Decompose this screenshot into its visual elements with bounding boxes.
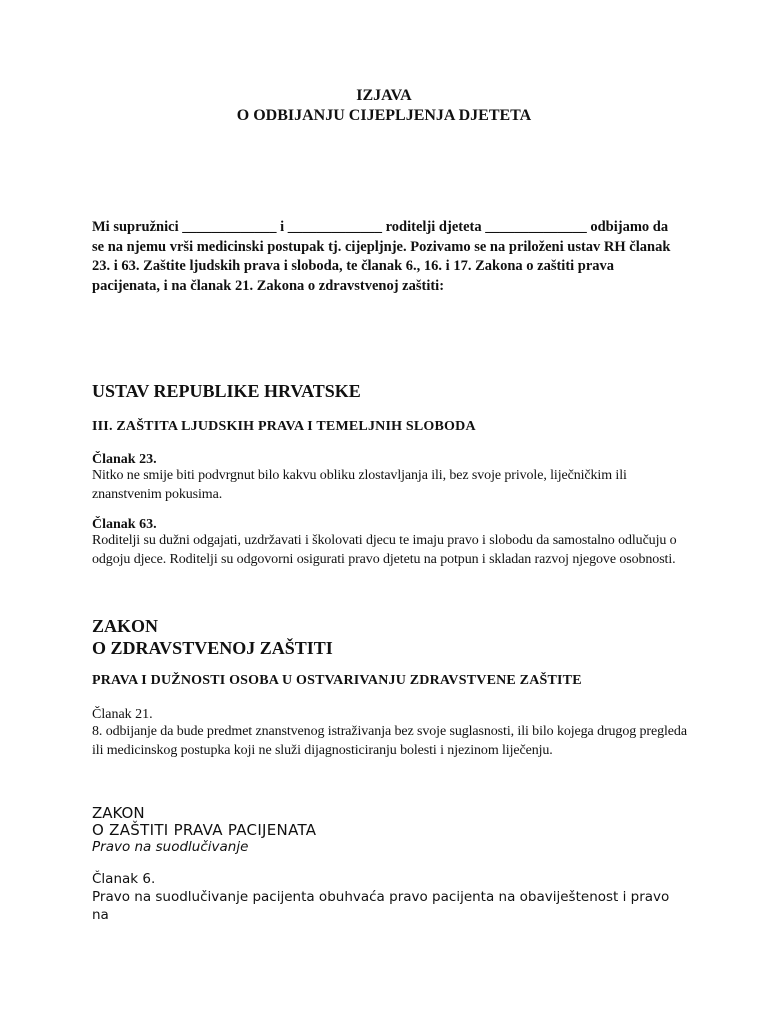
intro-paragraph: Mi supružnici _____________ i _____________ roditelji djeteta ______________ odbijamo da se na njemu vrši medicinski postupak tj. cijepljnje. Pozivamo se na priloženi ustav RH članak 23. i 63. Zaštite ljudskih prava i sloboda, te članak 6., 16. i 17. Zakona o zaštiti prava pacijenata, i na članak 21. Zakona o zdravstvenoj zaštiti:	[92, 219, 671, 294]
article-23-title: Članak 23.	[92, 452, 157, 467]
article-6-text: Pravo na suodlučivanje pacijenta obuhvaća pravo pacijenta na obaviještenost i pravo na	[92, 889, 670, 923]
section-heading-ustav: USTAV REPUBLIKE HRVATSKE	[92, 381, 361, 401]
article-21-text: 8. odbijanje da bude predmet znanstvenog istraživanja bez svoje suglasnosti, ili bilo kojega drugog pregleda ili medicinskog postupka koji ne služi dijagnosticiranju bolesti i njezinom liječenju.	[92, 724, 687, 758]
section-heading-zakon-pacijenti-2: O ZAŠTITI PRAVA PACIJENATA	[92, 821, 317, 839]
section-heading-zakon-pacijenti-1: ZAKON	[92, 804, 145, 822]
article-21-title: Članak 21.	[92, 707, 153, 722]
article-63-text: Roditelji su dužni odgajati, uzdržavati i školovati djecu te imaju pravo i slobodu da samostalno odlučuju o odgoju djece. Roditelji su odgovorni osigurati pravo djetetu na potpun i skladan razvoj njegove osobnosti.	[92, 533, 677, 567]
section-subheading-pacijenti: Pravo na suodlučivanje	[92, 839, 249, 855]
article-63-title: Članak 63.	[92, 517, 157, 532]
document-title: IZJAVA	[356, 87, 412, 104]
document-subtitle: O ODBIJANJU CIJEPLJENJA DJETETA	[236, 107, 532, 124]
section-subheading-ustav: III. ZAŠTITA LJUDSKIH PRAVA I TEMELJNIH SLOBODA	[92, 419, 476, 434]
section-heading-zakon-zdravstvena-2: O ZDRAVSTVENOJ ZAŠTITI	[92, 638, 333, 658]
article-23-text: Nitko ne smije biti podvrgnut bilo kakvu obliku zlostavljanja ili, bez svoje privole, liječničkim ili znanstvenim pokusima.	[92, 468, 627, 502]
section-heading-zakon-zdravstvena-1: ZAKON	[92, 616, 159, 636]
article-6-title: Članak 6.	[92, 871, 156, 887]
section-subheading-zdravstvena: PRAVA I DUŽNOSTI OSOBA U OSTVARIVANJU ZDRAVSTVENE ZAŠTITE	[92, 673, 582, 688]
